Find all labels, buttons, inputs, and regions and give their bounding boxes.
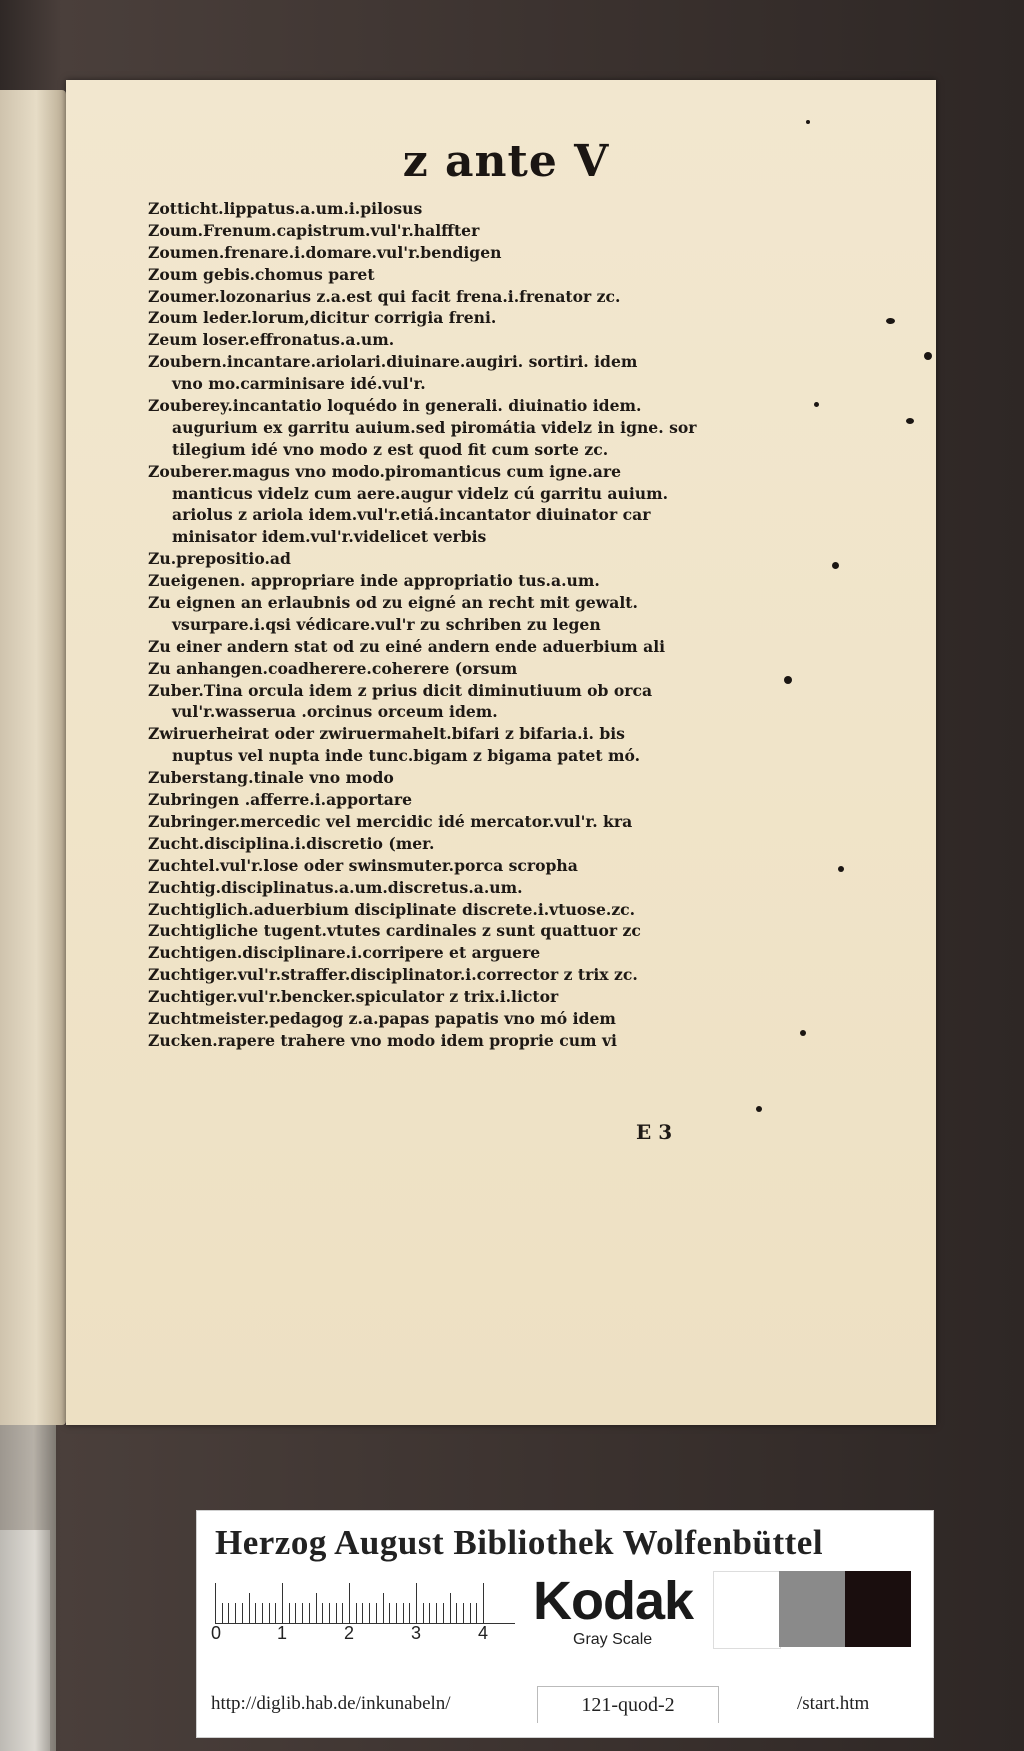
ruler-tick xyxy=(302,1603,303,1623)
ruler-tick xyxy=(262,1603,263,1623)
ruler-tick xyxy=(349,1583,350,1623)
library-url: http://diglib.hab.de/inkunabeln/ xyxy=(211,1693,451,1714)
ruler-number: 0 xyxy=(211,1623,222,1643)
text-line: Zuchtiger.vul'r.bencker.spiculator z trix.i.lictor xyxy=(148,987,559,1007)
ruler-tick xyxy=(416,1583,417,1623)
text-line: Zucken.rapere trahere vno modo idem proprie cum vi xyxy=(148,1030,617,1050)
ruler-tick xyxy=(222,1603,223,1623)
text-line: nuptus vel nupta inde tunc.bigam z bigama patet mó. xyxy=(172,746,641,766)
ink-spot xyxy=(756,1106,762,1112)
text-line: Zotticht.lippatus.a.um.i.pilosus xyxy=(148,199,423,218)
paper-slip xyxy=(0,1530,50,1751)
ruler-tick xyxy=(269,1603,270,1623)
ruler-tick xyxy=(389,1603,390,1623)
ink-spot xyxy=(806,120,810,124)
ink-spot xyxy=(814,402,819,407)
text-line: Zuber.Tina orcula idem z prius dicit diminutiuum ob orca xyxy=(148,680,653,700)
document-code: 121-quod-2 xyxy=(537,1686,719,1723)
text-line: Zuberstang.tinale vno modo xyxy=(148,768,394,788)
text-line: Zoum leder.lorum,dicitur corrigia freni. xyxy=(148,308,497,328)
text-line: Zouberey.incantatio loquédo in generali. diuinatio idem. xyxy=(148,396,642,416)
text-line: Zoumer.lozonarius z.a.est qui facit frena.i.frenator zc. xyxy=(148,286,621,306)
text-line: manticus videlz cum aere.augur videlz cú garritu auium. xyxy=(172,483,669,503)
ruler-tick xyxy=(450,1593,451,1623)
text-line: Zeum loser.effronatus.a.um. xyxy=(148,330,395,350)
ruler-tick xyxy=(483,1583,484,1623)
ruler-scale xyxy=(215,1575,515,1624)
ruler-tick xyxy=(456,1603,457,1623)
swatch-dark xyxy=(845,1571,911,1647)
text-line: Zuchtmeister.pedagog z.a.papas papatis vno mó idem xyxy=(148,1008,616,1028)
ruler-tick xyxy=(329,1603,330,1623)
ruler-tick xyxy=(423,1603,424,1623)
ruler-tick xyxy=(289,1603,290,1623)
ink-spot xyxy=(924,352,932,360)
ruler-tick xyxy=(215,1583,216,1623)
text-line: vsurpare.i.qsi védicare.vul'r zu schriben zu legen xyxy=(172,614,601,634)
text-line: Zucht.disciplina.i.discretio (mer. xyxy=(148,833,435,853)
text-line: Zu einer andern stat od zu einé andern ende aduerbium ali xyxy=(148,636,666,656)
ruler-tick xyxy=(255,1603,256,1623)
ruler-tick xyxy=(463,1603,464,1623)
ink-spot xyxy=(906,418,914,424)
ruler-tick xyxy=(470,1603,471,1623)
ink-spot xyxy=(784,676,792,684)
ruler-tick xyxy=(342,1603,343,1623)
text-line: Zu.prepositio.ad xyxy=(148,549,291,569)
ruler-tick xyxy=(316,1593,317,1623)
ruler-tick xyxy=(235,1603,236,1623)
ruler-tick xyxy=(336,1603,337,1623)
ruler-tick xyxy=(295,1603,296,1623)
text-line: Zuchtigen.disciplinare.i.corripere et arguere xyxy=(148,943,541,963)
text-line: Zoum gebis.chomus paret xyxy=(148,264,375,284)
ruler-tick xyxy=(228,1603,229,1623)
ruler-tick xyxy=(429,1603,430,1623)
text-line: Zouberer.magus vno modo.piromanticus cum igne.are xyxy=(148,461,622,481)
ruler-tick xyxy=(443,1603,444,1623)
ruler-tick xyxy=(383,1593,384,1623)
ruler-tick xyxy=(396,1603,397,1623)
ruler-tick xyxy=(322,1603,323,1623)
text-line: Zuchtigliche tugent.vtutes cardinales z sunt quattuor zc xyxy=(148,921,641,941)
text-line: Zoum.Frenum.capistrum.vul'r.halffter xyxy=(148,220,480,240)
ink-spot xyxy=(838,866,844,872)
text-line: Zwiruerheirat oder zwiruermahelt.bifari z bifaria.i. bis xyxy=(148,724,625,744)
text-line: vul'r.wasserua .orcinus orceum idem. xyxy=(172,702,498,722)
ink-spot xyxy=(800,1030,806,1036)
text-line: tilegium idé vno modo z est quod fit cum sorte zc. xyxy=(172,439,609,459)
text-line: ariolus z ariola idem.vul'r.etiá.incantator diuinator car xyxy=(172,505,651,525)
ruler-tick xyxy=(476,1603,477,1623)
text-line: minisator idem.vul'r.videlicet verbis xyxy=(172,527,487,547)
ruler-tick xyxy=(362,1603,363,1623)
ruler-number: 4 xyxy=(478,1623,489,1643)
text-line: augurium ex garritu auium.sed piromátia videlz in igne. sor xyxy=(172,417,697,437)
text-block xyxy=(148,198,788,1052)
text-line: Zubringer.mercedic vel mercidic idé mercator.vul'r. kra xyxy=(148,811,633,831)
ruler-tick xyxy=(403,1603,404,1623)
gray-scale-label: Gray Scale xyxy=(573,1631,653,1648)
ruler-number: 1 xyxy=(277,1623,288,1643)
text-line: Zu eignen an erlaubnis od zu eigné an recht mit gewalt. xyxy=(148,593,638,613)
ruler-tick xyxy=(436,1603,437,1623)
text-line: Zoumen.frenare.i.domare.vul'r.bendigen xyxy=(148,242,502,262)
facing-page-edge xyxy=(0,90,66,1425)
swatch-light xyxy=(713,1571,781,1649)
swatch-mid xyxy=(779,1571,845,1647)
book-page xyxy=(66,80,936,1425)
ruler-number: 3 xyxy=(411,1623,422,1643)
text-line: Zu anhangen.coadherere.coherere (orsum xyxy=(148,658,518,678)
signature-mark: E 3 xyxy=(636,1120,673,1144)
library-title: Herzog August Bibliothek Wolfenbüttel xyxy=(215,1523,824,1562)
library-url-suffix: /start.htm xyxy=(797,1693,870,1714)
ruler-tick xyxy=(356,1603,357,1623)
ruler-number: 2 xyxy=(344,1623,355,1643)
ruler-tick xyxy=(409,1603,410,1623)
ruler-tick xyxy=(242,1603,243,1623)
text-line: Zuchtig.disciplinatus.a.um.discretus.a.um. xyxy=(148,877,523,897)
text-line: Zubringen .afferre.i.apportare xyxy=(148,790,413,810)
ruler-tick xyxy=(369,1603,370,1623)
text-line: Zuchtel.vul'r.lose oder swinsmuter.porca scropha xyxy=(148,855,578,875)
ruler-tick xyxy=(309,1603,310,1623)
library-color-bar xyxy=(196,1510,934,1738)
text-line: Zuchtiglich.aduerbium disciplinate discrete.i.vtuose.zc. xyxy=(148,899,636,919)
text-line: Zoubern.incantare.ariolari.diuinare.augiri. sortiri. idem xyxy=(148,352,638,372)
ruler-tick xyxy=(282,1583,283,1623)
text-line: vno mo.carminisare idé.vul'r. xyxy=(172,374,426,394)
ruler-tick xyxy=(376,1603,377,1623)
ruler-tick xyxy=(249,1593,250,1623)
ink-spot xyxy=(886,318,895,324)
kodak-logo: Kodak xyxy=(533,1571,694,1631)
text-line: Zuchtiger.vul'r.straffer.disciplinator.i.corrector z trix zc. xyxy=(148,965,638,985)
ruler-tick xyxy=(275,1603,276,1623)
text-line: Zueigenen. appropriare inde appropriatio tus.a.um. xyxy=(148,571,600,591)
page-heading: z ante V xyxy=(402,136,610,187)
ink-spot xyxy=(832,562,839,569)
